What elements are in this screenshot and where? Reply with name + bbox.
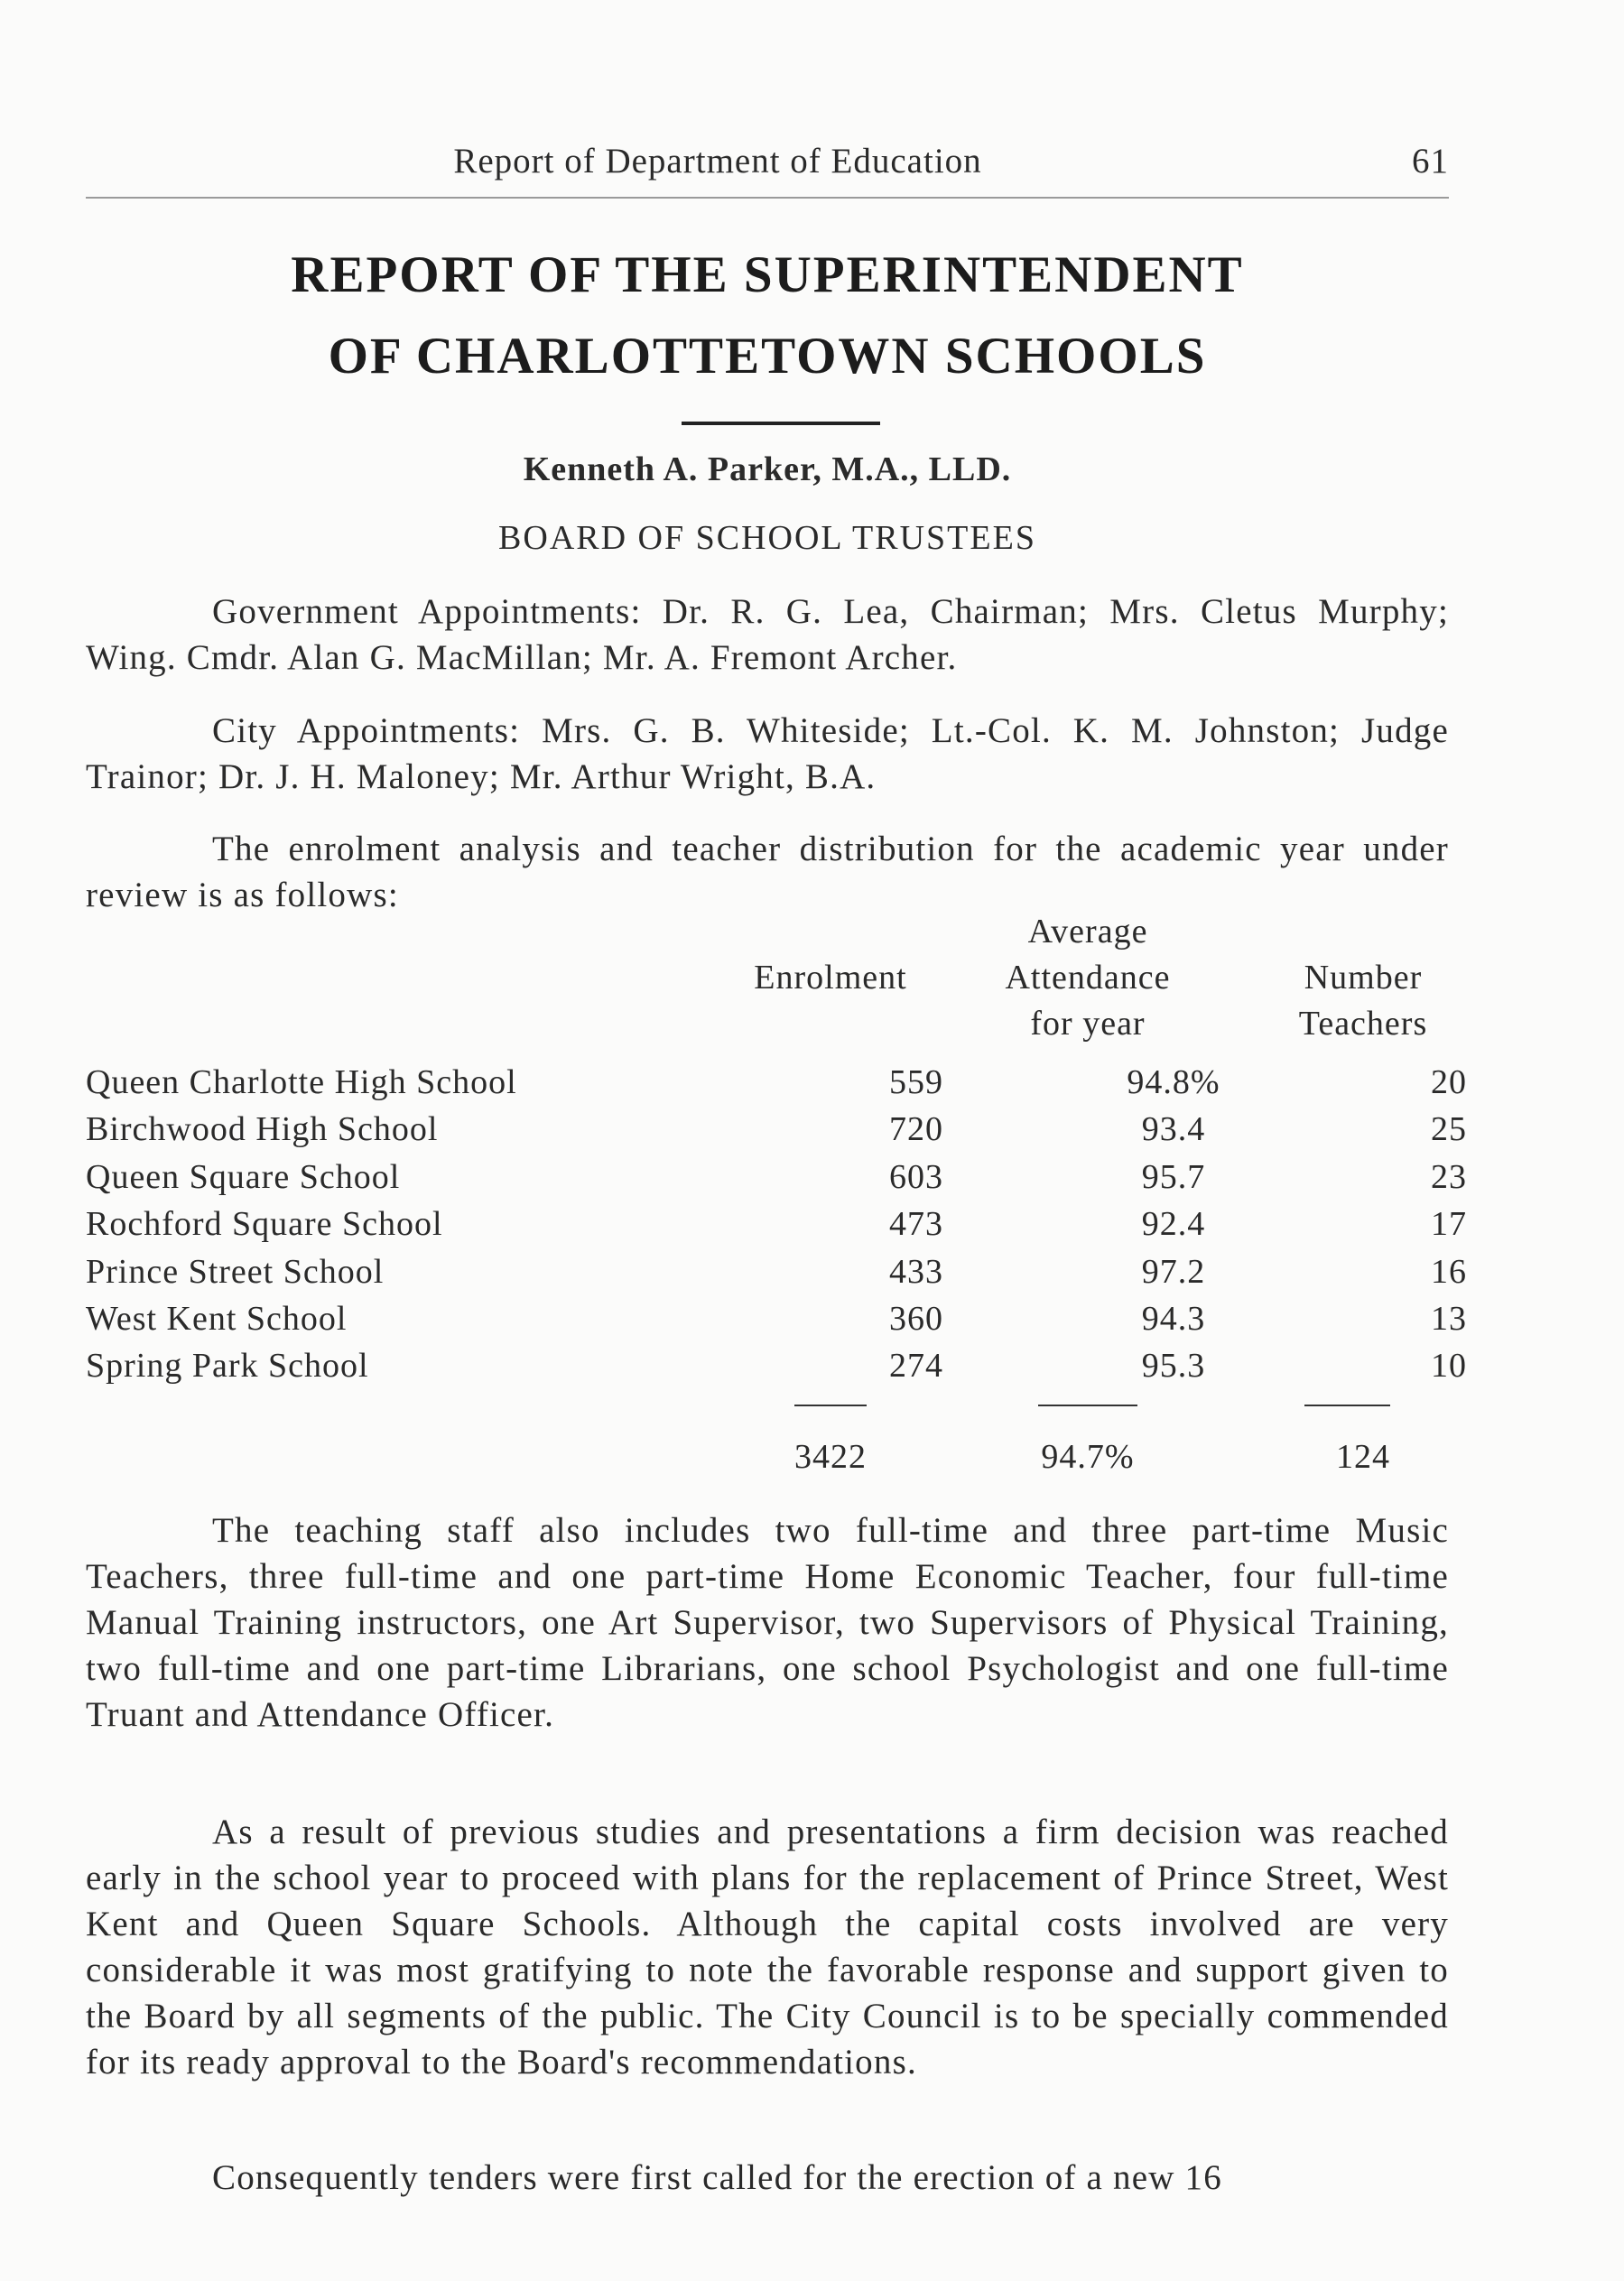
- table-body: [86, 1062, 1467, 1394]
- running-title: Report of Department of Education: [453, 142, 982, 181]
- school-name: Spring Park School: [86, 1347, 369, 1386]
- teachers-value: 23: [1431, 1157, 1467, 1196]
- school-name: Queen Charlotte High School: [86, 1063, 517, 1101]
- enrolment-value: 274: [889, 1347, 943, 1386]
- header-enrolment-text: Enrolment: [754, 959, 907, 997]
- table-row: [86, 1157, 1467, 1204]
- teachers-value: 25: [1431, 1110, 1467, 1149]
- teachers-value: 16: [1431, 1252, 1467, 1291]
- enrolment-value: 720: [889, 1110, 943, 1149]
- header-teachers-line-2: Teachers: [1298, 1005, 1428, 1043]
- attendance-value: 95.3: [1141, 1347, 1206, 1386]
- school-name: Queen Square School: [86, 1157, 401, 1196]
- page-number: 61: [1412, 142, 1449, 181]
- header-attendance-line-1: Average: [1027, 913, 1148, 950]
- school-name: Birchwood High School: [86, 1110, 439, 1149]
- header-divider: [86, 197, 1449, 199]
- city-appointments-paragraph: City Appointments: Mrs. G. B. Whiteside; Lt.-Col. K. M. Johnston; Judge Trainor; Dr. J. H. Maloney; Mr. Arthur Wright, B.A.: [86, 711, 1449, 796]
- author-name: Kenneth A. Parker, M.A., LLD.: [523, 450, 1012, 488]
- attendance-value: 97.2: [1141, 1252, 1206, 1291]
- table-row: [86, 1062, 1467, 1109]
- enrolment-value: 559: [889, 1063, 943, 1101]
- running-header: [86, 134, 1449, 188]
- header-attendance-line-3: for year: [1030, 1005, 1146, 1043]
- column-header-teachers: [1259, 955, 1467, 1047]
- header-attendance-line-2: Attendance: [1005, 959, 1171, 997]
- teaching-staff-paragraph: The teaching staff also includes two full-time and three part-time Music Teachers, three full-time and one part-time Home Economic Teacher, four full-time Manual Training instructors, one Art Supervisor, two Supervisors of Physical Training, two full-time and one part-time Librarians, one school Psychologist and one full-time Truant and Attendance Officer.: [86, 1511, 1449, 1734]
- report-title-line-2: OF CHARLOTTETOWN SCHOOLS: [328, 328, 1207, 385]
- table-row: [86, 1109, 1467, 1156]
- attendance-value: 94.8%: [1127, 1063, 1220, 1101]
- report-title-line-1: REPORT OF THE SUPERINTENDENT: [291, 246, 1244, 303]
- total-rule-attendance: [1038, 1405, 1137, 1406]
- table-row: [86, 1204, 1467, 1251]
- header-teachers-line-1: Number: [1304, 959, 1423, 997]
- replacement-decision-paragraph: As a result of previous studies and presentations a firm decision was reached early in the school year to proceed with plans for the replacement of Prince Street, West Kent and Queen Square Schools. Although the capital costs involved are very considerable it was most gratifying to note the favorable response and support given to the Board by all segments of the public. The City Council is to be specially commended for its ready approval to the Board's recommendations.: [86, 1813, 1449, 2082]
- teachers-value: 13: [1431, 1299, 1467, 1338]
- total-attendance: 94.7%: [1041, 1438, 1135, 1476]
- school-name: Rochford Square School: [86, 1205, 443, 1244]
- title-divider: [682, 422, 880, 425]
- teachers-value: 20: [1431, 1063, 1467, 1101]
- total-rule-teachers: [1304, 1405, 1390, 1406]
- table-intro-paragraph: The enrolment analysis and teacher distribution for the academic year under review is as follows:: [86, 830, 1449, 914]
- school-name: West Kent School: [86, 1299, 348, 1338]
- total-teachers: 124: [1336, 1438, 1390, 1476]
- table-row: [86, 1346, 1467, 1393]
- section-heading: BOARD OF SCHOOL TRUSTEES: [498, 519, 1036, 557]
- table-row: [86, 1299, 1467, 1346]
- tenders-paragraph: Consequently tenders were first called for the erection of a new 16: [212, 2158, 1222, 2197]
- column-header-enrolment: [718, 955, 943, 1001]
- teachers-value: 17: [1431, 1205, 1467, 1244]
- enrolment-value: 473: [889, 1205, 943, 1244]
- total-rule-enrolment: [794, 1405, 867, 1406]
- attendance-value: 92.4: [1141, 1205, 1206, 1244]
- attendance-value: 95.7: [1141, 1157, 1206, 1196]
- enrolment-value: 360: [889, 1299, 943, 1338]
- attendance-value: 93.4: [1141, 1110, 1206, 1149]
- enrolment-value: 603: [889, 1157, 943, 1196]
- teachers-value: 10: [1431, 1347, 1467, 1386]
- school-name: Prince Street School: [86, 1252, 385, 1291]
- enrolment-value: 433: [889, 1252, 943, 1291]
- column-header-attendance: [975, 909, 1201, 1047]
- table-row: [86, 1252, 1467, 1299]
- government-appointments-paragraph: Government Appointments: Dr. R. G. Lea, Chairman; Mrs. Cletus Murphy; Wing. Cmdr. Alan G. MacMillan; Mr. A. Fremont Archer.: [86, 592, 1449, 677]
- total-enrolment: 3422: [794, 1438, 867, 1476]
- attendance-value: 94.3: [1141, 1299, 1206, 1338]
